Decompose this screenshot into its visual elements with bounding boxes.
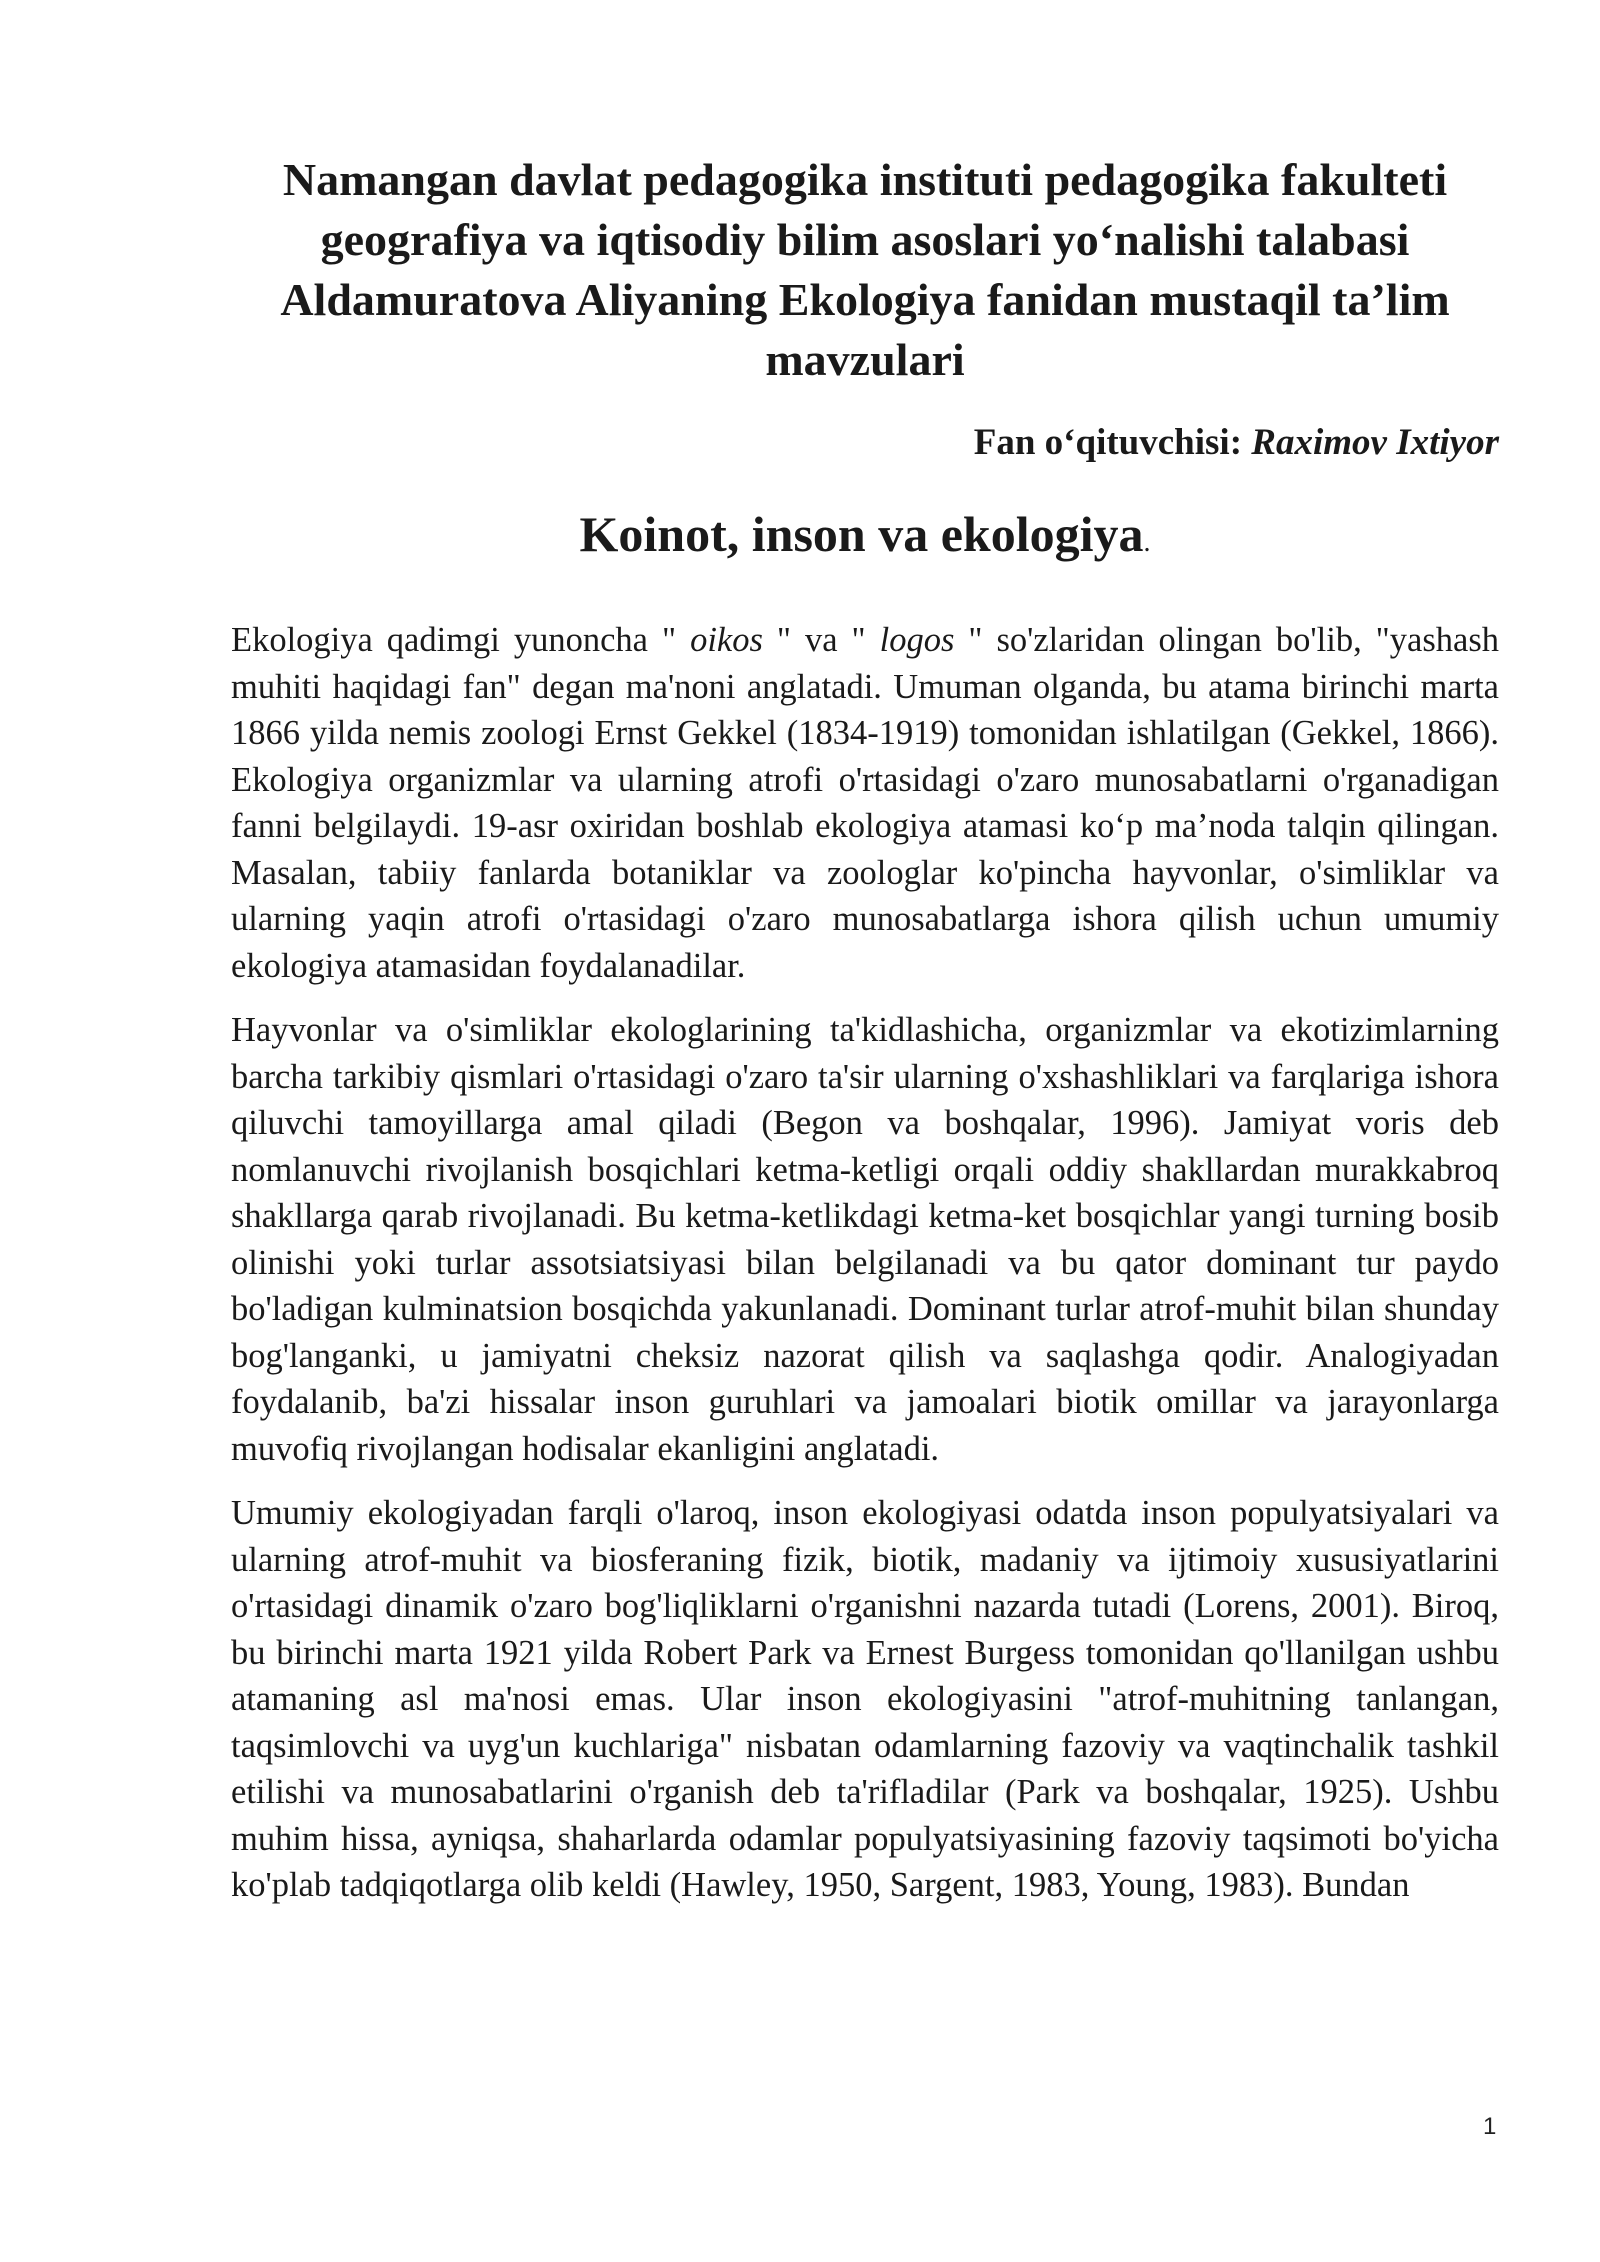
topic-text: Koinot, inson va ekologiya [579,506,1144,562]
paragraph-1-word-oikos: oikos [690,621,763,659]
teacher-name: Raximov Ixtiyor [1251,422,1499,463]
topic-heading [231,504,1499,573]
teacher-label: Fan o‘qituvchisi: [973,422,1252,463]
document-title [231,150,1499,390]
page-number: 1 [1483,2113,1497,2140]
body-text [231,617,1499,1909]
title-line-1: Namangan davlat pedagogika instituti pedagogika fakulteti [282,154,1448,205]
paragraph-1 [231,617,1499,989]
title-line-2: geografiya va iqtisodiy bilim asoslari yo‘nalishi talabasi [320,214,1410,265]
teacher-line [231,418,1499,468]
title-line-3: Aldamuratova Aliyaning Ekologiya fanidan mustaqil ta’lim [280,274,1450,325]
paragraph-2: Hayvonlar va o'simliklar ekologlarining ta'kidlashicha, organizmlar va ekotizimlarning barcha tarkibiy qismlari o'rtasidagi o'zaro ta'sir ularning o'xshashliklari va farqlariga ishora qiluvchi tamoyillarga amal qiladi (Begon va boshqalar, 1996). Jamiyat voris deb nomlanuvchi rivojlanish bosqichlari ketma-ketligi orqali oddiy shakllardan murakkabroq shakllarga qarab rivojlanadi. Bu ketma-ketlikdagi ketma-ket bosqichlar yangi turning bosib olinishi yoki turlar assotsiatsiyasi bilan belgilanadi va bu qator dominant tur paydo bo'ladigan kulminatsion bosqichda yakunlanadi. Dominant turlar atrof-muhit bilan shunday bog'langanki, u jamiyatni cheksiz nazorat qilish va saqlashga qodir. Analogiyadan foydalanib, ba'zi hissalar inson guruhlari va jamoalari biotik omillar va jarayonlarga muvofiq rivojlangan hodisalar ekanligini anglatadi. [231,1011,1499,1468]
paragraph-1-part-3: " so'zlaridan olingan bo'lib, "yashash muhiti haqidagi fan" degan ma'noni anglatadi. Umuman olganda, bu atama birinchi marta 1866 yilda nemis zoologi Ernst Gekkel (1834-1919) tomonidan ishlatilgan (Gekkel, 1866). Ekologiya organizmlar va ularning atrofi o'rtasidagi o'zaro munosabatlarni o'rganadigan fanni belgilaydi. 19-asr oxiridan boshlab ekologiya atamasi ko‘p ma’noda talqin qilingan. Masalan, tabiiy fanlarda botaniklar va zoologlar ko'pincha hayvonlar, o'simliklar va ularning yaqin atrofi o'rtasidagi o'zaro munosabatlarga ishora qilish uchun umumiy ekologiya atamasidan foydalanadilar. [231,621,1499,985]
topic-dot: . [1143,527,1151,558]
paragraph-1-part-2: " va " [762,621,880,659]
paragraph-1-part-1: Ekologiya qadimgi yunoncha " [231,621,691,659]
title-line-4: mavzulari [765,334,965,385]
page-content [231,150,1499,1927]
paragraph-1-word-logos: logos [879,621,955,659]
paragraph-3: Umumiy ekologiyadan farqli o'laroq, inson ekologiyasi odatda inson populyatsiyalari va ularning atrof-muhit va biosferaning fizik, biotik, madaniy va ijtimoiy xususiyatlarini o'rtasidagi dinamik o'zaro bog'liqliklarni o'rganishni nazarda tutadi (Lorens, 2001). Biroq, bu birinchi marta 1921 yilda Robert Park va Ernest Burgess tomonidan qo'llanilgan ushbu atamaning asl ma'nosi emas. Ular inson ekologiyasini "atrof-muhitning tanlangan, taqsimlovchi va uyg'un kuchlariga" nisbatan odamlarning fazoviy va vaqtinchalik tashkil etilishi va munosabatlarini o'rganish deb ta'rifladilar (Park va boshqalar, 1925). Ushbu muhim hissa, ayniqsa, shaharlarda odamlar populyatsiyasining fazoviy taqsimoti bo'yicha ko'plab tadqiqotlarga olib keldi (Hawley, 1950, Sargent, 1983, Young, 1983). Bundan [231,1494,1499,1904]
